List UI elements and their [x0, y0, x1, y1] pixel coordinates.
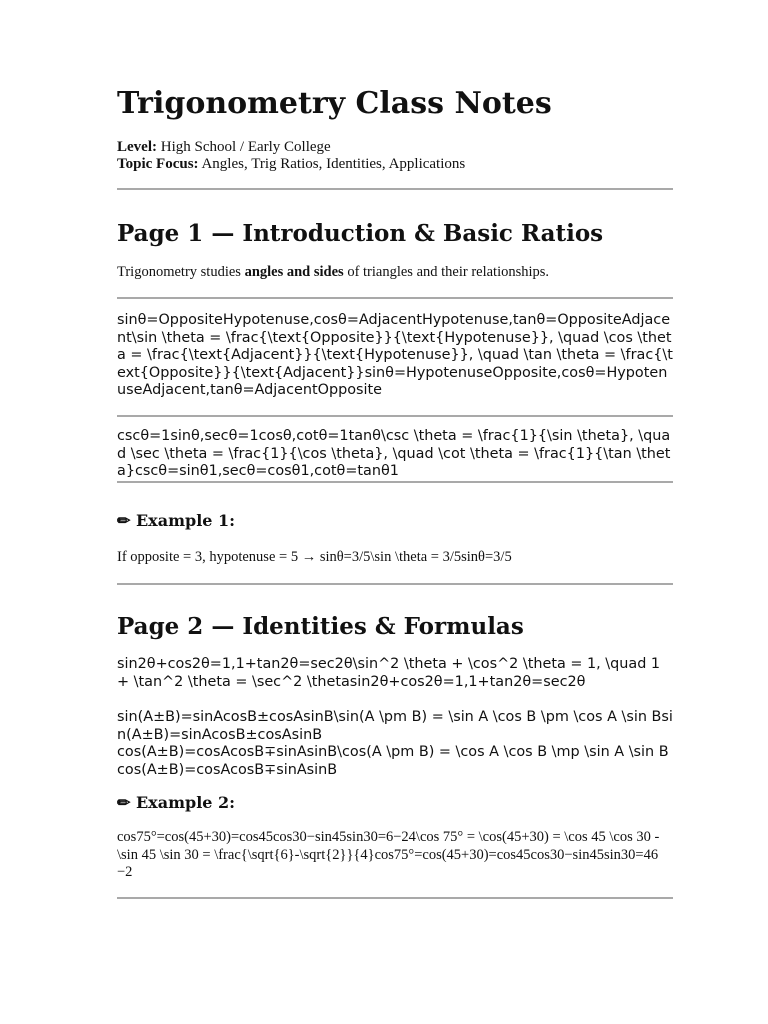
divider — [117, 583, 673, 585]
divider — [117, 415, 673, 417]
example2-heading: ✏ Example 2: — [117, 793, 236, 812]
intro-text-after: of triangles and their relationships. — [343, 264, 550, 280]
formula-sine-sum-difference: sin(A±B)=sinAcosB±cosAsinB\sin(A \pm B) = \sin A \cos B \pm \cos A \sin Bsin(A±B)=sinAcosB±cosAsinB — [117, 709, 673, 743]
divider — [117, 188, 673, 190]
formula-basic-ratios: sinθ=OppositeHypotenuse,cosθ=AdjacentHypotenuse,tanθ=OppositeAdjacent\sin \theta = \frac{\text{Opposite}}{\text{Hypotenuse}}, \quad \cos \theta = \frac{\text{Adjacent}}{\text{Hypotenuse}}, \quad \tan \theta = \frac{\text{Opposite}}{\text{Adjacent}}sinθ=HypotenuseOpposite​,cosθ=HypotenuseAdjacent​,tanθ=AdjacentOpposite​ — [117, 312, 673, 399]
page1-intro — [117, 264, 673, 281]
divider — [117, 481, 673, 483]
example1-text: If opposite = 3, hypotenuse = 5 → sinθ=3/5\sin \theta = 3/5sinθ=3/5 — [117, 549, 512, 565]
intro-text-bold: angles and sides — [244, 264, 344, 280]
level-line — [117, 139, 331, 156]
formula-cosine-sum-difference: cos(A±B)=cosAcosB∓sinAsinB\cos(A \pm B) = \cos A \cos B \mp \sin A \sin Bcos(A±B)=cosAcosB∓sinAsinB — [117, 744, 669, 778]
topic-value: Angles, Trig Ratios, Identities, Applications — [198, 156, 466, 172]
example1-heading: ✏ Example 1: — [117, 511, 236, 530]
intro-text-before: Trigonometry studies — [117, 264, 245, 280]
divider — [117, 297, 673, 299]
example2-text: cos75°=cos(45+30)=cos45cos30−sin45sin30=6−24\cos 75° = \cos(45+30) = \cos 45 \cos 30 - \sin 45 \sin 30 = \frac{\sqrt{6}-\sqrt{2}}{4}cos75°=cos(45+30)=cos45cos30−sin45sin30=46​−2​​ — [117, 829, 660, 880]
formula-pythagorean-identities: sin2θ+cos2θ=1,1+tan2θ=sec2θ\sin^2 \theta + \cos^2 \theta = 1, \quad 1 + \tan^2 \theta = \sec^2 \thetasin2θ+cos2θ=1,1+tan2θ=sec2θ — [117, 656, 661, 690]
page2-heading: Page 2 — Identities & Formulas — [117, 613, 524, 640]
divider — [117, 897, 673, 899]
topic-line — [117, 156, 465, 173]
topic-label: Topic Focus: — [117, 156, 199, 172]
document-title: Trigonometry Class Notes — [117, 86, 552, 121]
page1-heading: Page 1 — Introduction & Basic Ratios — [117, 220, 604, 247]
level-value: High School / Early College — [156, 139, 331, 155]
formula-reciprocal-ratios: cscθ=1sinθ,secθ=1cosθ,cotθ=1tanθ\csc \theta = \frac{1}{\sin \theta}, \quad \sec \theta = \frac{1}{\cos \theta}, \quad \cot \theta = \frac{1}{\tan \theta}cscθ=sinθ1​,secθ=cosθ1​,cotθ=tanθ1​ — [117, 428, 671, 480]
level-label: Level: — [117, 139, 157, 155]
